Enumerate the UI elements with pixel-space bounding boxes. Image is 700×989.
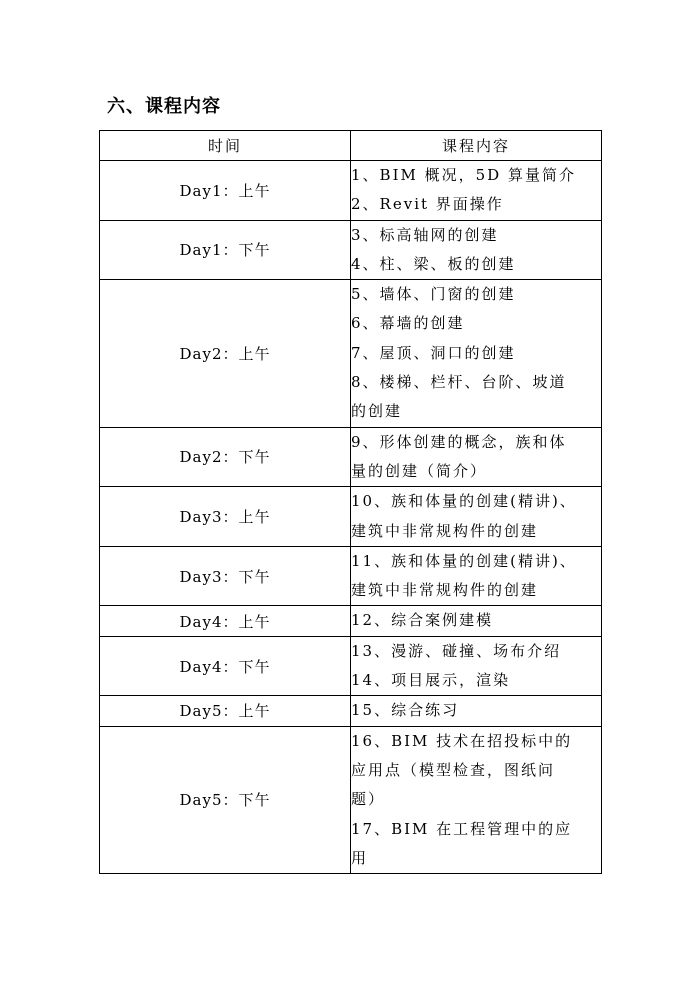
schedule-body (100, 161, 602, 874)
content-line: 用 (351, 848, 369, 867)
content-line: 9、形体创建的概念，族和体 (351, 432, 567, 451)
header-row (100, 131, 602, 161)
content-line: 3、标高轴网的创建 (351, 225, 499, 244)
header-content: 课程内容 (351, 131, 602, 161)
content-line: 4、柱、梁、板的创建 (351, 254, 516, 273)
content-line: 6、幕墙的创建 (351, 314, 465, 333)
session-content (351, 726, 602, 873)
session-time: Day5：上午 (100, 696, 351, 726)
content-line: 8、楼梯、栏杆、台阶、坡道 (351, 373, 567, 392)
content-line: 题） (351, 790, 386, 809)
table-row (100, 161, 602, 221)
session-content (351, 427, 602, 487)
session-time: Day4：下午 (100, 636, 351, 696)
table-row (100, 546, 602, 606)
session-content (351, 161, 602, 221)
session-time: Day2：下午 (100, 427, 351, 487)
session-time: Day1：上午 (100, 161, 351, 221)
content-line: 7、屋顶、洞口的创建 (351, 343, 516, 362)
content-line: 10、族和体量的创建(精讲)、 (351, 492, 577, 511)
section-title: 六、课程内容 (107, 96, 221, 117)
table-row (100, 606, 602, 636)
session-content (351, 606, 602, 636)
session-time: Day5：下午 (100, 726, 351, 873)
session-content (351, 696, 602, 726)
content-line: 15、综合练习 (351, 701, 460, 720)
content-line: 建筑中非常规构件的创建 (351, 581, 539, 600)
session-time: Day3：下午 (100, 546, 351, 606)
session-time: Day4：上午 (100, 606, 351, 636)
content-line: 应用点（模型检查，图纸问 (351, 760, 556, 779)
content-line: 2、Revit 界面操作 (351, 195, 504, 214)
content-line: 13、漫游、碰撞、场布介绍 (351, 641, 562, 660)
content-line: 14、项目展示，渲染 (351, 671, 511, 690)
content-line: 5、墙体、门窗的创建 (351, 285, 516, 304)
header-time: 时间 (100, 131, 351, 161)
session-content (351, 546, 602, 606)
table-row (100, 636, 602, 696)
content-line: 17、BIM 在工程管理中的应 (351, 819, 573, 838)
session-content (351, 487, 602, 547)
table-row (100, 280, 602, 427)
session-time: Day2：上午 (100, 280, 351, 427)
content-line: 12、综合案例建模 (351, 611, 494, 630)
content-line: 建筑中非常规构件的创建 (351, 521, 539, 540)
table-row (100, 487, 602, 547)
content-line: 的创建 (351, 402, 403, 421)
course-schedule-table (99, 130, 602, 874)
content-line: 11、族和体量的创建(精讲)、 (351, 551, 577, 570)
content-line: 16、BIM 技术在招投标中的 (351, 731, 573, 750)
session-content (351, 636, 602, 696)
table-row (100, 220, 602, 280)
table-row (100, 427, 602, 487)
table-row (100, 696, 602, 726)
session-time: Day3：上午 (100, 487, 351, 547)
content-line: 1、BIM 概况，5D 算量简介 (351, 166, 576, 184)
session-time: Day1：下午 (100, 220, 351, 280)
table-row (100, 726, 602, 873)
session-content (351, 280, 602, 427)
content-line: 量的创建（简介） (351, 461, 488, 480)
session-content (351, 220, 602, 280)
